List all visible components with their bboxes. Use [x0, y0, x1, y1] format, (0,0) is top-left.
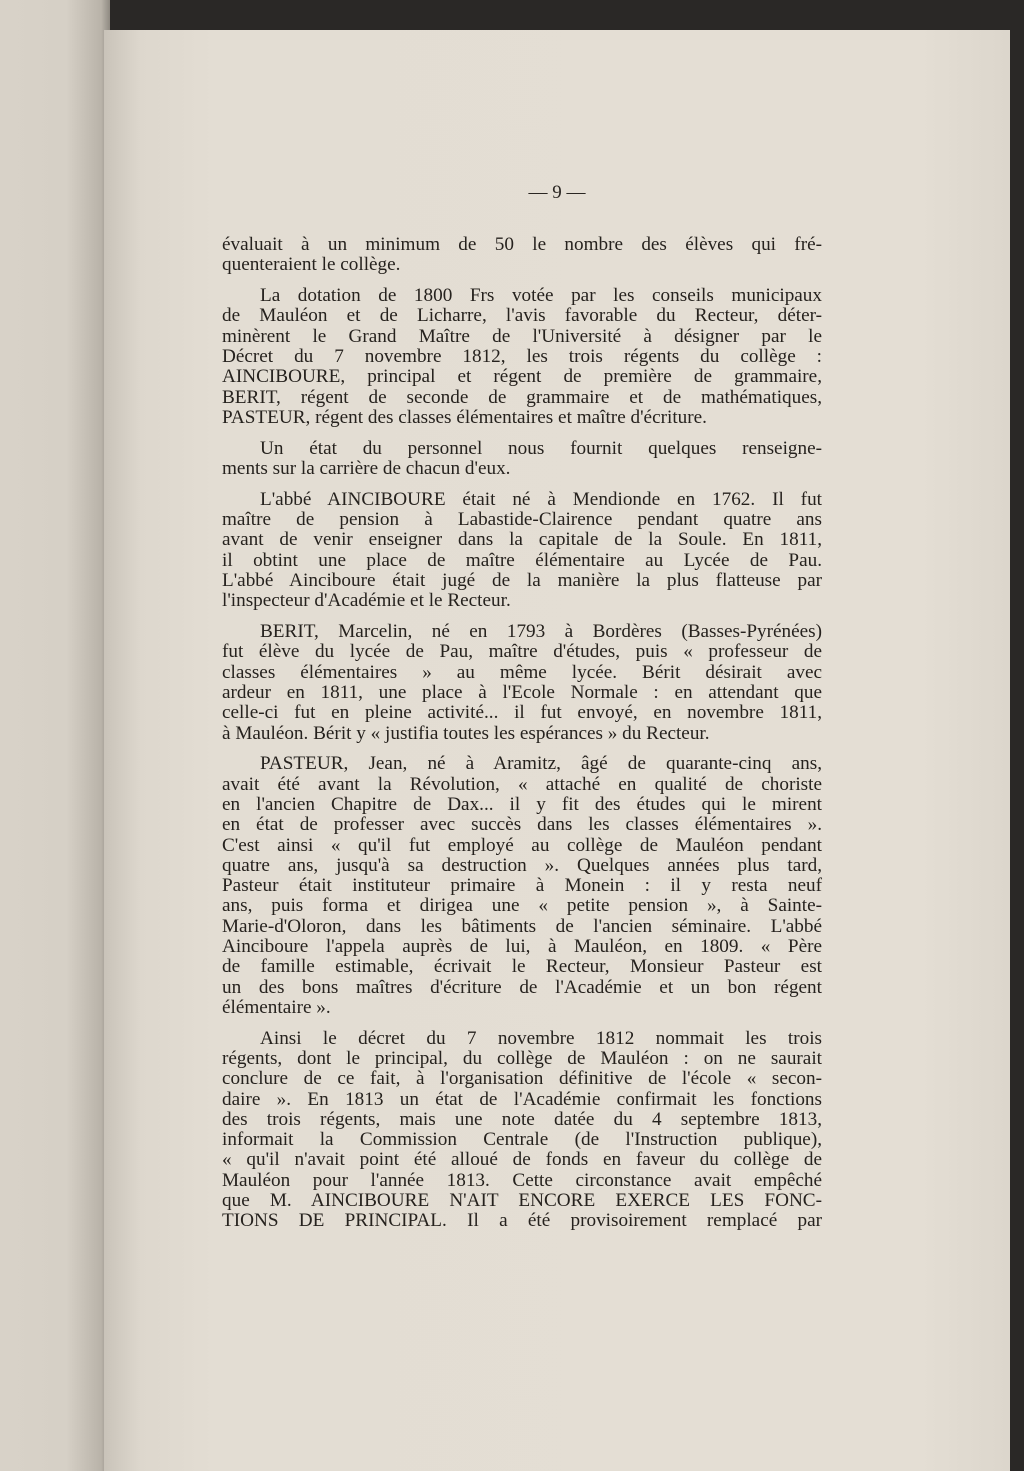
- text-line: ardeur en 1811, une place à l'Ecole Normale : en attendant que: [222, 681, 822, 703]
- text-line: des trois régents, mais une note datée du 4 septembre 1813,: [222, 1108, 822, 1130]
- text-line: La dotation de 1800 Frs votée par les conseils municipaux: [260, 285, 822, 307]
- text-line: BERIT, régent de seconde de grammaire et de mathématiques,: [222, 386, 822, 408]
- paragraph: [222, 1029, 822, 1232]
- text-line: évaluait à un minimum de 50 le nombre des élèves qui fré-: [222, 234, 822, 255]
- text-line: avant de venir enseigner dans la capitale de la Soule. En 1811,: [222, 529, 822, 551]
- paragraph: [222, 622, 822, 744]
- text-line: quatre ans, jusqu'à sa destruction ». Quelques années plus tard,: [222, 854, 822, 876]
- text-line: AINCIBOURE, principal et régent de première de grammaire,: [222, 366, 822, 388]
- page-number: — 9 —: [528, 182, 586, 203]
- text-line: celle-ci fut en pleine activité... il fut envoyé, en novembre 1811,: [222, 702, 822, 724]
- text-line: TIONS DE PRINCIPAL. Il a été provisoirement remplacé par: [222, 1210, 822, 1232]
- text-line: ans, puis forma et dirigea une « petite pension », à Sainte-: [222, 895, 822, 917]
- text-line: avait été avant la Révolution, « attaché en qualité de choriste: [222, 773, 822, 795]
- text-line: Ainciboure l'appela auprès de lui, à Mauléon, en 1809. « Père: [222, 936, 822, 957]
- text-line: quenteraient le collège.: [222, 254, 401, 276]
- text-line: de famille estimable, écrivait le Recteur, Monsieur Pasteur est: [222, 956, 822, 978]
- text-line: un des bons maîtres d'écriture de l'Académie et un bon régent: [222, 976, 822, 998]
- document-page: [104, 30, 1010, 1471]
- text-line: que M. AINCIBOURE N'AIT ENCORE EXERCE LES FONC-: [222, 1190, 822, 1212]
- text-line: minèrent le Grand Maître de l'Université à désigner par le: [222, 325, 822, 347]
- text-line: PASTEUR, Jean, né à Aramitz, âgé de quarante-cinq ans,: [260, 753, 822, 775]
- text-line: Marie-d'Oloron, dans les bâtiments de l'ancien séminaire. L'abbé: [222, 915, 822, 937]
- text-line: informait la Commission Centrale (de l'Instruction publique),: [222, 1129, 822, 1151]
- text-line: fut élève du lycée de Pau, maître d'études, puis « professeur de: [222, 641, 822, 663]
- paragraph: [222, 490, 822, 612]
- text-line: BERIT, Marcelin, né en 1793 à Bordères (Basses-Pyrénées): [260, 621, 822, 643]
- text-line: PASTEUR, régent des classes élémentaires et maître d'écriture.: [222, 406, 707, 428]
- text-line: Un état du personnel nous fournit quelques renseigne-: [260, 437, 822, 459]
- text-line: Décret du 7 novembre 1812, les trois régents du collège :: [222, 345, 822, 367]
- text-line: il obtint une place de maître élémentaire au Lycée de Pau.: [222, 549, 822, 571]
- text-line: régents, dont le principal, du collège de Mauléon : on ne saurait: [222, 1047, 822, 1069]
- text-line: maître de pension à Labastide-Clairence pendant quatre ans: [222, 509, 822, 531]
- text-line: daire ». En 1813 un état de l'Académie confirmait les fonctions: [222, 1088, 822, 1110]
- text-line: de Mauléon et de Licharre, l'avis favorable du Recteur, déter-: [222, 305, 822, 327]
- paragraph: [222, 754, 822, 1018]
- text-line: L'abbé Ainciboure était jugé de la manière la plus flatteuse par: [222, 569, 822, 591]
- text-line: en l'ancien Chapitre de Dax... il y fit des études qui le mirent: [222, 793, 822, 815]
- body-text: [222, 235, 822, 1242]
- text-line: classes élémentaires » au même lycée. Bérit désirait avec: [222, 661, 822, 683]
- text-line: en état de professer avec succès dans les classes élémentaires ».: [222, 814, 822, 836]
- text-line: L'abbé AINCIBOURE était né à Mendionde en 1762. Il fut: [260, 488, 822, 510]
- text-line: Pasteur était instituteur primaire à Monein : il y resta neuf: [222, 875, 822, 897]
- text-line: conclure de ce fait, à l'organisation définitive de l'école « secon-: [222, 1068, 822, 1090]
- text-line: C'est ainsi « qu'il fut employé au collège de Mauléon pendant: [222, 834, 822, 856]
- facing-page-edge: [0, 0, 110, 1471]
- text-line: « qu'il n'avait point été alloué de fonds en faveur du collège de: [222, 1149, 822, 1171]
- paragraph: [222, 235, 822, 276]
- text-line: Mauléon pour l'année 1813. Cette circonstance avait empêché: [222, 1169, 822, 1191]
- text-line: Ainsi le décret du 7 novembre 1812 nommait les trois: [260, 1027, 822, 1049]
- text-line: à Mauléon. Bérit y « justifia toutes les espérances » du Recteur.: [222, 722, 710, 744]
- text-line: élémentaire ».: [222, 996, 331, 1018]
- paragraph: [222, 439, 822, 480]
- text-line: ments sur la carrière de chacun d'eux.: [222, 457, 511, 479]
- text-line: l'inspecteur d'Académie et le Recteur.: [222, 590, 511, 612]
- paragraph: [222, 286, 822, 428]
